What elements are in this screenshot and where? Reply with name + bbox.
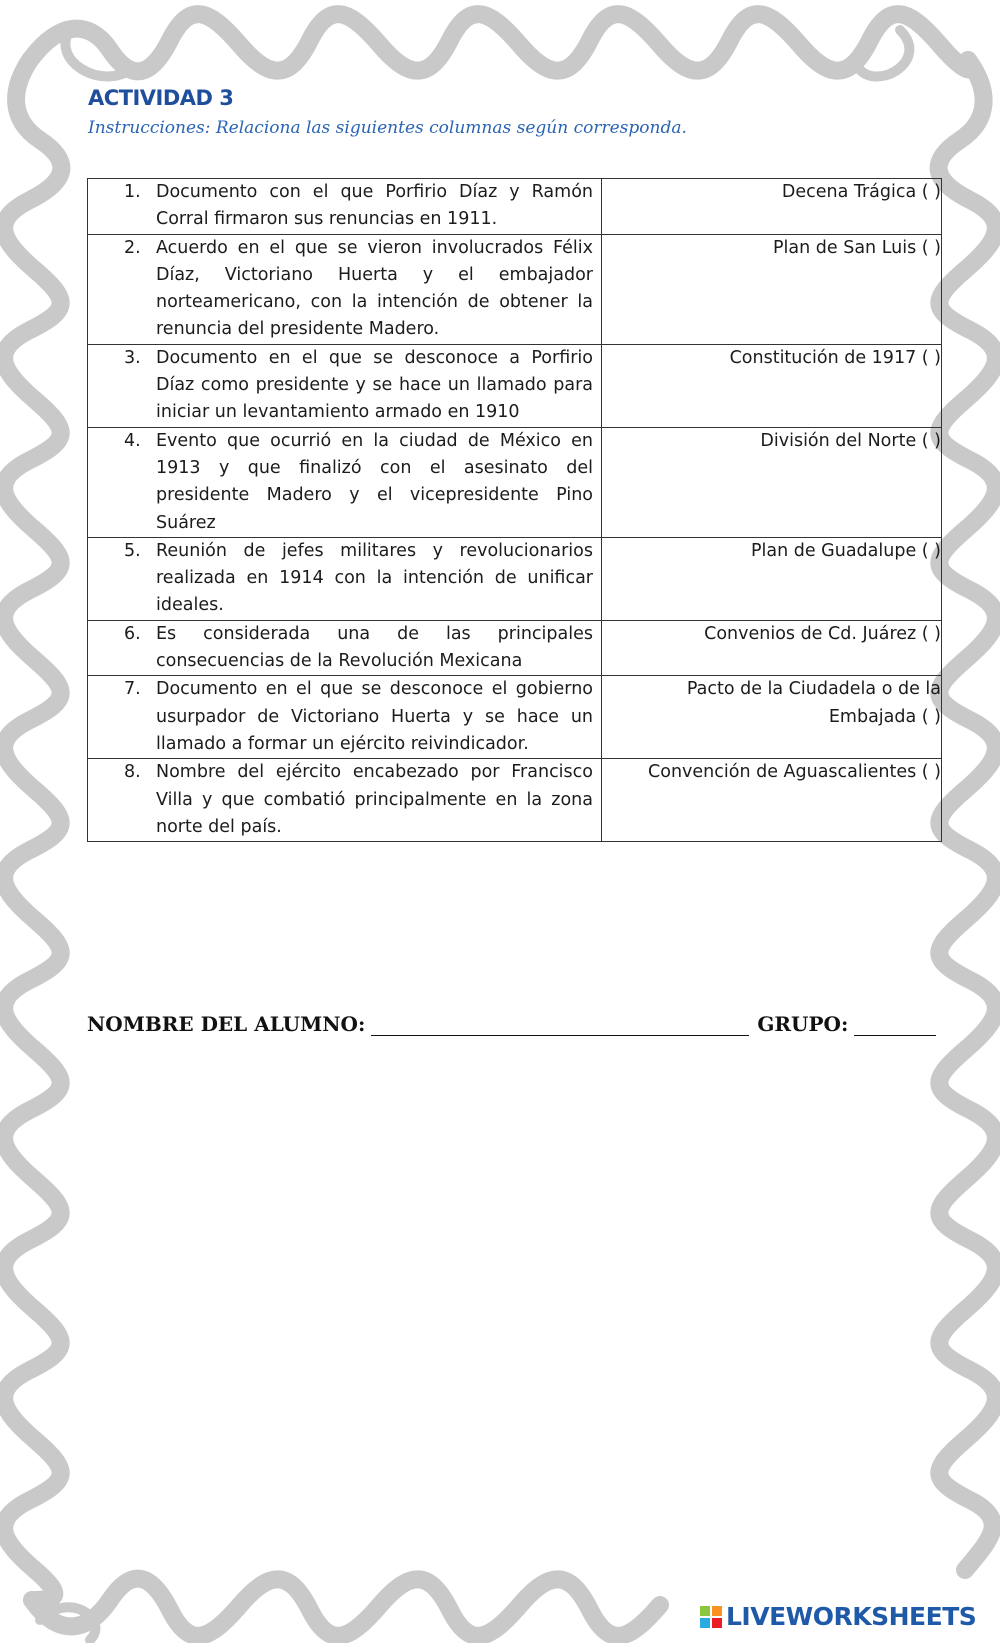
answer-option-cell[interactable] [602, 427, 942, 537]
logo-square [700, 1618, 710, 1628]
table-row [88, 676, 942, 759]
item-text: Documento en el que se desconoce el gobierno usurpador de Victoriano Huerta y se hace un llamado a formar un ejército reivindicador. [156, 679, 593, 754]
liveworksheets-brand[interactable] [700, 1602, 976, 1631]
student-info-line [87, 1012, 939, 1036]
answer-option: Plan de Guadalupe ( ) [750, 540, 941, 561]
list-item [88, 621, 601, 676]
item-description-cell [88, 234, 602, 344]
table-row [88, 234, 942, 344]
list-item [88, 235, 601, 344]
answer-option: Convenios de Cd. Juárez ( ) [704, 623, 941, 644]
list-item [88, 676, 601, 758]
item-number: 2. [124, 237, 141, 258]
item-number: 6. [124, 623, 141, 644]
item-number: 4. [124, 430, 141, 451]
item-number: 1. [124, 182, 141, 202]
table-row [88, 427, 942, 537]
item-description-cell [88, 344, 602, 427]
answer-option-cell[interactable] [602, 759, 942, 842]
brand-name: LIVEWORKSHEETS [726, 1602, 977, 1631]
activity-title: ACTIVIDAD 3 [88, 86, 234, 110]
logo-square [700, 1606, 710, 1616]
table-row [88, 537, 942, 620]
list-item [88, 345, 601, 427]
item-description-cell [88, 427, 602, 537]
item-text: Evento que ocurrió en la ciudad de México en 1913 y que finalizó con el asesinato del presidente Madero y el vicepresidente Pino Suárez [156, 430, 593, 533]
instructions-text: Instrucciones: Relaciona las siguientes columnas según corresponda. [88, 118, 687, 138]
item-number: 3. [124, 347, 141, 368]
student-name-label: NOMBRE DEL ALUMNO: [87, 1012, 366, 1036]
group-label: GRUPO: [757, 1012, 849, 1036]
logo-square [712, 1618, 722, 1628]
answer-option-cell[interactable] [602, 234, 942, 344]
item-text: Documento en el que se desconoce a Porfirio Díaz como presidente y se hace un llamado para iniciar un levantamiento armado en 1910 [156, 347, 593, 423]
table-row [88, 344, 942, 427]
table-row [88, 620, 942, 676]
answer-option-cell[interactable] [602, 179, 942, 235]
item-text: Es considerada una de las principales consecuencias de la Revolución Mexicana [156, 623, 593, 672]
logo-square [712, 1606, 722, 1616]
item-number: 7. [124, 679, 141, 700]
answer-option-cell[interactable] [602, 620, 942, 676]
list-item [88, 759, 601, 841]
table-row [88, 179, 942, 235]
group-field[interactable] [854, 1017, 936, 1036]
item-description-cell [88, 676, 602, 759]
liveworksheets-logo-icon [700, 1606, 722, 1628]
item-description-cell [88, 759, 602, 842]
item-description-cell [88, 620, 602, 676]
item-description-cell [88, 537, 602, 620]
answer-option: Plan de San Luis ( ) [772, 237, 941, 258]
answer-option: Constitución de 1917 ( ) [729, 347, 941, 368]
answer-option-cell[interactable] [602, 537, 942, 620]
item-text: Reunión de jefes militares y revolucionarios realizada en 1914 con la intención de unificar ideales. [156, 540, 593, 616]
matching-table [87, 178, 942, 842]
answer-option: Pacto de la Ciudadela o de la Embajada ( ) [686, 679, 941, 727]
answer-option-cell[interactable] [602, 676, 942, 759]
answer-option: Convención de Aguascalientes ( ) [648, 762, 941, 783]
item-text: Documento con el que Porfirio Díaz y Ramón Corral firmaron sus renuncias en 1911. [156, 182, 593, 230]
item-number: 8. [124, 762, 141, 783]
item-number: 5. [124, 540, 141, 561]
list-item [88, 428, 601, 537]
list-item [88, 538, 601, 620]
list-item [88, 179, 601, 234]
table-row [88, 759, 942, 842]
answer-option: Decena Trágica ( ) [781, 182, 941, 202]
item-text: Nombre del ejército encabezado por Francisco Villa y que combatió principalmente en la zona norte del país. [156, 762, 593, 837]
item-text: Acuerdo en el que se vieron involucrados Félix Díaz, Victoriano Huerta y el embajador norteamericano, con la intención de obtener la renuncia del presidente Madero. [156, 237, 593, 340]
student-name-field[interactable] [371, 1017, 749, 1036]
answer-option-cell[interactable] [602, 344, 942, 427]
answer-option: División del Norte ( ) [760, 430, 941, 451]
item-description-cell [88, 179, 602, 235]
